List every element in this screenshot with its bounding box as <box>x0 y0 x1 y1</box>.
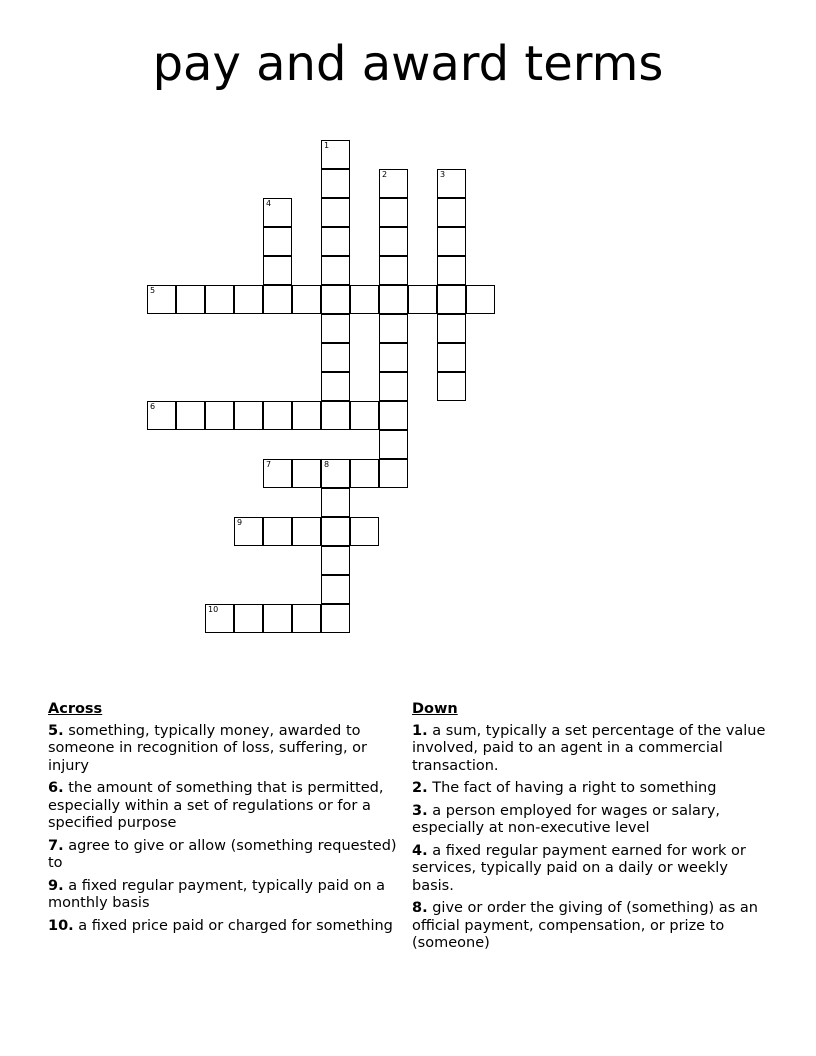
grid-cell[interactable] <box>437 169 466 198</box>
grid-cell[interactable] <box>379 430 408 459</box>
clue-number: 9 <box>237 518 243 527</box>
clue-text: something, typically money, awarded to someone in recognition of loss, suffering, or injury <box>48 722 368 774</box>
clue-number: 5 <box>150 286 156 295</box>
grid-cell[interactable] <box>321 140 350 169</box>
grid-cell[interactable] <box>437 198 466 227</box>
grid-cell[interactable] <box>147 401 176 430</box>
clue-text: a fixed regular payment earned for work or services, typically paid on a daily or weekly basis. <box>412 842 746 894</box>
clue-text: agree to give or allow (something requested) to <box>48 837 397 871</box>
clue-label-number: 2. <box>412 780 428 796</box>
grid-cell[interactable] <box>147 285 176 314</box>
grid-cell[interactable] <box>437 372 466 401</box>
down-clues <box>412 701 772 958</box>
clue-text: a sum, typically a set percentage of the value involved, paid to an agent in a commercial transaction. <box>412 722 766 774</box>
grid-cell[interactable] <box>176 401 205 430</box>
clue-text: The fact of having a right to something <box>427 780 717 796</box>
grid-cell[interactable] <box>205 285 234 314</box>
grid-cell[interactable] <box>379 256 408 285</box>
clue-label-number: 9. <box>48 877 64 894</box>
down-clue <box>412 780 772 798</box>
grid-cell[interactable] <box>321 198 350 227</box>
grid-cell[interactable] <box>379 227 408 256</box>
grid-cell[interactable] <box>466 285 495 314</box>
clue-label-number: 5. <box>48 722 64 739</box>
grid-cell[interactable] <box>321 256 350 285</box>
clue-number: 10 <box>208 605 219 614</box>
grid-cell[interactable] <box>292 401 321 430</box>
clue-text: give or order the giving of (something) as an official payment, compensation, or prize to (someone) <box>412 900 758 951</box>
down-clue <box>412 900 772 953</box>
grid-cell[interactable] <box>263 401 292 430</box>
clue-number: 8 <box>324 460 330 469</box>
clue-number: 3 <box>440 170 446 179</box>
grid-cell[interactable] <box>234 401 263 430</box>
grid-cell[interactable] <box>263 227 292 256</box>
across-clue <box>48 838 398 873</box>
across-clues <box>48 701 398 940</box>
grid-cell[interactable] <box>321 227 350 256</box>
grid-cell[interactable] <box>205 604 234 633</box>
grid-cell[interactable] <box>350 459 379 488</box>
grid-cell[interactable] <box>263 517 292 546</box>
grid-cell[interactable] <box>350 517 379 546</box>
grid-cell[interactable] <box>321 314 350 343</box>
grid-cell[interactable] <box>350 401 379 430</box>
grid-cell[interactable] <box>176 285 205 314</box>
clue-label-number: 1. <box>412 722 428 739</box>
down-clue <box>412 803 772 838</box>
grid-cell[interactable] <box>321 546 350 575</box>
grid-cell[interactable] <box>379 459 408 488</box>
grid-cell[interactable] <box>292 604 321 633</box>
across-clue <box>48 723 398 776</box>
clue-text: a person employed for wages or salary, especially at non-executive level <box>412 802 721 836</box>
grid-cell[interactable] <box>321 285 350 314</box>
grid-cell[interactable] <box>321 169 350 198</box>
grid-cell[interactable] <box>234 285 263 314</box>
across-clue <box>48 780 398 833</box>
grid-cell[interactable] <box>321 575 350 604</box>
clue-label-number: 3. <box>412 802 428 819</box>
grid-cell[interactable] <box>321 459 350 488</box>
clue-label-number: 4. <box>412 842 428 859</box>
clue-text: the amount of something that is permitted, especially within a set of regulations or for a specified purpose <box>48 780 384 831</box>
grid-cell[interactable] <box>437 256 466 285</box>
grid-cell[interactable] <box>350 285 379 314</box>
down-heading: Down <box>412 701 458 717</box>
across-heading: Across <box>48 701 103 717</box>
clue-label-number: 7. <box>48 837 64 854</box>
grid-cell[interactable] <box>292 285 321 314</box>
clue-label-number: 6. <box>48 780 64 796</box>
clue-number: 2 <box>382 170 388 179</box>
clue-text: a fixed regular payment, typically paid on a monthly basis <box>48 877 386 911</box>
grid-cell[interactable] <box>379 343 408 372</box>
across-clue <box>48 878 398 913</box>
clue-label-number: 10. <box>48 917 74 934</box>
grid-cell[interactable] <box>437 285 466 314</box>
grid-cell[interactable] <box>437 343 466 372</box>
grid-cell[interactable] <box>437 227 466 256</box>
grid-cell[interactable] <box>263 198 292 227</box>
grid-cell[interactable] <box>379 372 408 401</box>
clue-number: 1 <box>324 141 330 150</box>
puzzle-title: pay and award terms <box>152 36 664 92</box>
grid-cell[interactable] <box>263 604 292 633</box>
across-clue <box>48 918 398 936</box>
down-clue <box>412 723 772 776</box>
grid-cell[interactable] <box>379 198 408 227</box>
grid-cell[interactable] <box>321 517 350 546</box>
clue-text: a fixed price paid or charged for something <box>73 917 393 934</box>
grid-cell[interactable] <box>263 285 292 314</box>
grid-cell[interactable] <box>408 285 437 314</box>
clue-label-number: 8. <box>412 900 428 916</box>
grid-cell[interactable] <box>292 517 321 546</box>
clue-number: 6 <box>150 402 156 411</box>
grid-cell[interactable] <box>205 401 234 430</box>
clue-number: 7 <box>266 460 272 469</box>
grid-cell[interactable] <box>321 343 350 372</box>
grid-cell[interactable] <box>234 604 263 633</box>
grid-cell[interactable] <box>437 314 466 343</box>
grid-cell[interactable] <box>321 401 350 430</box>
grid-cell[interactable] <box>321 604 350 633</box>
grid-cell[interactable] <box>379 401 408 430</box>
grid-cell[interactable] <box>321 372 350 401</box>
grid-cell[interactable] <box>263 459 292 488</box>
down-clue <box>412 843 772 896</box>
grid-cell[interactable] <box>379 285 408 314</box>
grid-cell[interactable] <box>263 256 292 285</box>
grid-cell[interactable] <box>292 459 321 488</box>
grid-cell[interactable] <box>379 314 408 343</box>
clue-number: 4 <box>266 199 272 208</box>
grid-cell[interactable] <box>234 517 263 546</box>
grid-cell[interactable] <box>321 488 350 517</box>
grid-cell[interactable] <box>379 169 408 198</box>
